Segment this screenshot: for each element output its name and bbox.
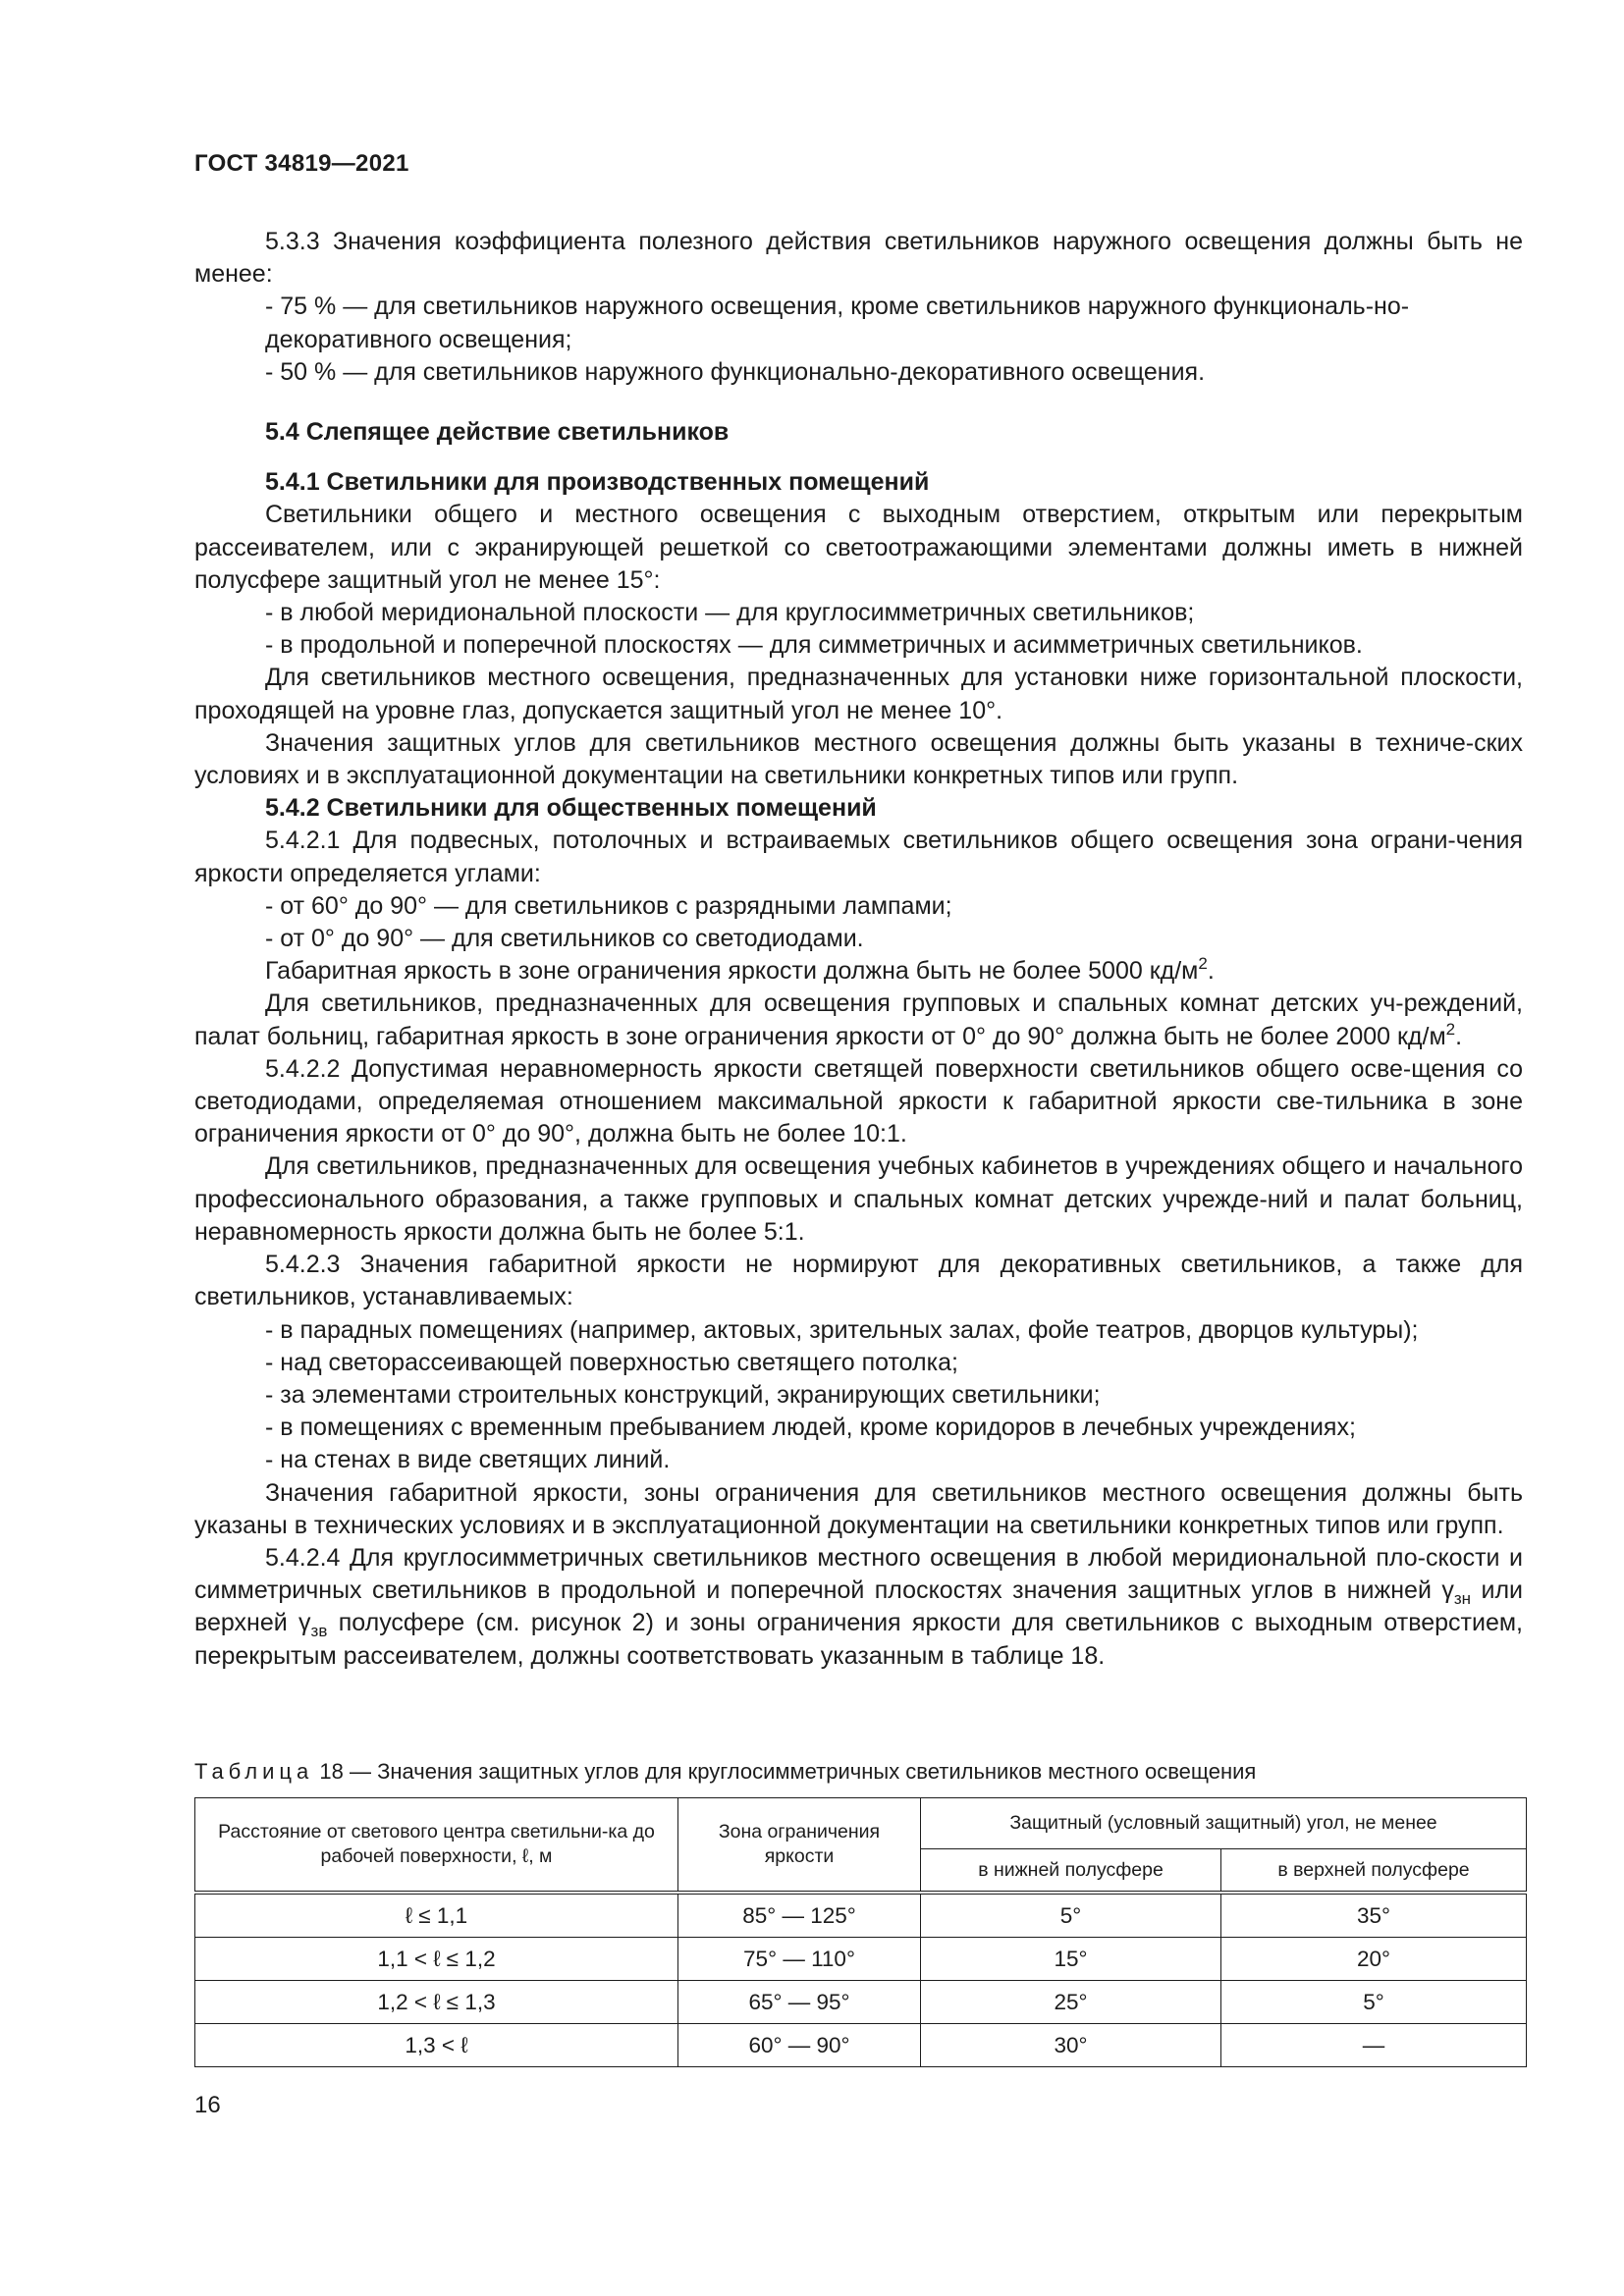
list-item: - в продольной и поперечной плоскостях — для симметричных и асимметричных светильников.	[265, 631, 1363, 660]
section-heading-5-4: 5.4 Слепящее действие светильников	[265, 418, 730, 447]
list-item: - 50 % — для светильников наружного функционально-декоративного освещения.	[265, 357, 1206, 386]
cell-lower: 5°	[921, 1893, 1221, 1938]
paragraph-5-4-2-2: 5.4.2.2 Допустимая неравномерность яркости светящей поверхности светильников общего осве-щения со светодиодами, определяемая отношением максимальной яркости к габаритной яркости све-тильника в зоне ограничения яркости от 0° до 90°, должна быть не более 10:1.	[194, 1054, 1523, 1148]
paragraph: Светильники общего и местного освещения с выходным отверстием, открытым или перекрытым рассеивателем, или с экранирующей решеткой со светоотражающими элементами должны иметь в нижней полусфере защитный угол не менее 15°:	[194, 501, 1523, 594]
paragraph: Габаритная яркость в зоне ограничения яркости должна быть не более 5000 $кд/м^2$.	[265, 954, 1215, 986]
table-row	[195, 1893, 1527, 1938]
paragraph-5-4-2-3: 5.4.2.3 Значения габаритной яркости не нормируют для декоративных светильников, а также для светильников, устанавливаемых:	[194, 1251, 1523, 1311]
paragraph: Для светильников, предназначенных для освещения учебных кабинетов в учреждениях общего и начального профессионального образования, а также групповых и спальных комнат детских учрежде-ний и палат больниц, неравномерность яркости должна быть не более 5:1.	[194, 1152, 1523, 1246]
column-header-upper-hemisphere: в верхней полусфере	[1221, 1849, 1527, 1894]
column-header-zone: Зона ограничения яркости	[678, 1798, 921, 1894]
table-18	[194, 1797, 1527, 2067]
table-row	[195, 1938, 1527, 1981]
paragraph-5-4-2-1: 5.4.2.1 Для подвесных, потолочных и встраиваемых светильников общего освещения зона ограни-чения яркости определяется углами:	[194, 827, 1523, 887]
cell-zone: 75° — 110°	[678, 1938, 921, 1981]
cell-distance: 1,3 < ℓ	[195, 2024, 678, 2067]
list-item: - от 0° до 90° — для светильников со светодиодами.	[265, 925, 864, 953]
list-item: - за элементами строительных конструкций, экранирующих светильники;	[265, 1380, 1101, 1409]
paragraph: Значения габаритной яркости, зоны ограничения для светильников местного освещения должны быть указаны в технических условиях и в эксплуатационной документации на светильники конкретных типов или групп.	[194, 1478, 1523, 1539]
cell-distance: 1,2 < ℓ ≤ 1,3	[195, 1981, 678, 2024]
paragraph: Для светильников местного освещения, предназначенных для установки ниже горизонтальной плоскости, проходящей на уровне глаз, допускается защитный угол не менее 10°.	[194, 664, 1523, 724]
table-caption	[194, 1758, 1256, 1786]
table-row	[195, 1981, 1527, 2024]
paragraph-5-4-2-4: 5.4.2.4 Для круглосимметричных светильников местного освещения в любой меридиональной пло-скости и симметричных светильников в продольной и поперечной плоскостях значения защитных углов в нижней $\gamma_{зн}$ или верхней $\gamma_{зв}$ полусфере (см. рисунок 2) и зоны ограничения яркости для светильников с выходным отверстием, перекрытым рассеивателем, должны соответствовать указанным в таблице 18.	[194, 1543, 1524, 1670]
cell-zone: 85° — 125°	[678, 1893, 921, 1938]
list-item: - в любой меридиональной плоскости — для круглосимметричных светильников;	[265, 599, 1195, 627]
document-header: ГОСТ 34819—2021	[194, 150, 409, 177]
paragraph-5-3-3: 5.3.3 Значения коэффициента полезного действия светильников наружного освещения должны быть не менее:	[194, 228, 1523, 289]
cell-upper: —	[1221, 2024, 1527, 2067]
cell-zone: 60° — 90°	[678, 2024, 921, 2067]
table-caption-word: Таблица	[194, 1759, 314, 1784]
cell-lower: 15°	[921, 1938, 1221, 1981]
list-item: - 75 % — для светильников наружного освещения, кроме светильников наружного функциональ-но-декоративного освещения;	[265, 293, 1410, 353]
page-body	[194, 226, 1523, 1673]
paragraph: Для светильников, предназначенных для освещения групповых и спальных комнат детских уч-реждений, палат больниц, габаритная яркость в зоне ограничения яркости от 0° до 90° должна быть не более 2000 $кд/м^2$.	[194, 989, 1523, 1050]
list-item: - над светорассеивающей поверхностью светящего потолка;	[265, 1348, 958, 1376]
cell-upper: 5°	[1221, 1981, 1527, 2024]
cell-distance: 1,1 < ℓ ≤ 1,2	[195, 1938, 678, 1981]
column-header-distance: Расстояние от светового центра светильни-ка до рабочей поверхности, ℓ, м	[195, 1798, 678, 1894]
column-header-protective-angle: Защитный (условный защитный) угол, не менее	[921, 1798, 1527, 1849]
table-row	[195, 2024, 1527, 2067]
cell-zone: 65° — 95°	[678, 1981, 921, 2024]
cell-lower: 25°	[921, 1981, 1221, 2024]
cell-upper: 20°	[1221, 1938, 1527, 1981]
cell-distance: ℓ ≤ 1,1	[195, 1893, 678, 1938]
subsection-heading-5-4-2: 5.4.2 Светильники для общественных помещений	[265, 794, 877, 823]
table-caption-text: 18 — Значения защитных углов для круглосимметричных светильников местного освещения	[313, 1759, 1257, 1784]
column-header-lower-hemisphere: в нижней полусфере	[921, 1849, 1221, 1894]
subsection-heading-5-4-1: 5.4.1 Светильники для производственных помещений	[265, 468, 930, 497]
paragraph: Значения защитных углов для светильников местного освещения должны быть указаны в техниче-ских условиях и в эксплуатационной документации на светильники конкретных типов или групп.	[194, 728, 1523, 790]
page-number: 16	[194, 2092, 221, 2118]
list-item: - на стенах в виде светящих линий.	[265, 1446, 671, 1474]
list-item: - в парадных помещениях (например, актовых, зрительных залах, фойе театров, дворцов культуры);	[265, 1315, 1419, 1344]
cell-lower: 30°	[921, 2024, 1221, 2067]
list-item: - в помещениях с временным пребыванием людей, кроме коридоров в лечебных учреждениях;	[265, 1414, 1356, 1442]
list-item: - от 60° до 90° — для светильников с разрядными лампами;	[265, 891, 952, 920]
cell-upper: 35°	[1221, 1893, 1527, 1938]
